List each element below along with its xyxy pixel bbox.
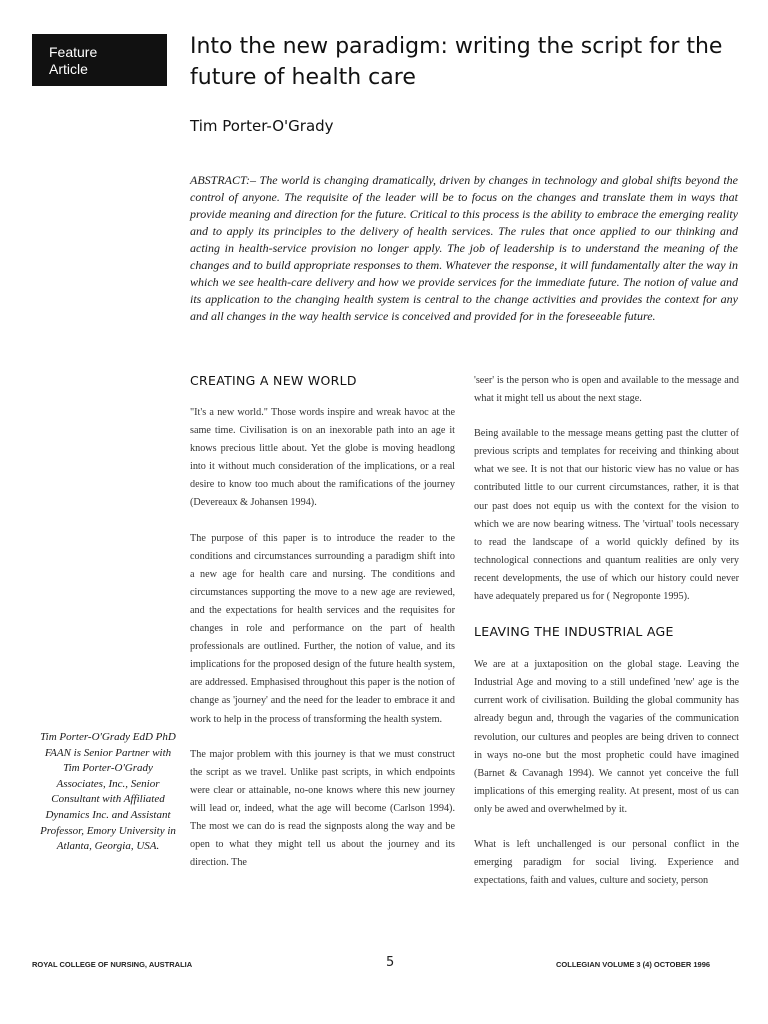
paragraph: 'seer' is the person who is open and available to the message and what it might tell us about the next stage. (474, 375, 739, 405)
paragraph: "It's a new world." Those words inspire and wreak havoc at the same time. Civilisation is on an inexorable path into an age it knows precious little about. Yet the globe is moving headlong into it without much consideration of the implications, or a real desire to know too much about the ramifications of the journey (Devereaux & Johansen 1994). (190, 407, 455, 509)
body-column-right (474, 372, 739, 907)
section-heading-creating-new-world: CREATING A NEW WORLD (190, 373, 357, 388)
author-bio: Tim Porter-O'Grady EdD PhD FAAN is Senior Partner with Tim Porter-O'Grady Associates, Inc., Senior Consultant with Affiliated Dynamics Inc. and Assistant Professor, Emory University in Atlanta, Georgia, USA. (40, 731, 176, 853)
paragraph: Being available to the message means getting past the clutter of previous scripts and templates for receiving and thinking about what we see. It is not that our historic view has no value or has contributed little to our current circumstances, rather, it is that our past does not equip us with the context for the vision to which we are now bearing witness. The 'virtual' tools necessary to read the landscape of a world quickly defined by its technological connections and quantum realities are only very recent developments, the use of which our history could never have adequately prepared us for ( Negroponte 1995). (474, 428, 739, 603)
page-number: 5 (386, 955, 395, 970)
badge-line-1: Feature (49, 44, 98, 60)
article-title: Into the new paradigm: writing the script for the future of health care (190, 34, 723, 90)
paragraph: The purpose of this paper is to introduce the reader to the conditions and circumstances surrounding a paradigm shift into a new age for health care and nursing. The conditions and circumstances supporting the move to a new age are reviewed, and the expectations for health services and the requisites for changes in role and performance on the part of health professionals are outlined. Further, the notion of value, and its implications for the proposed design of the future health system, are addressed. Emphasised throughout this paper is the notion of change as 'journey' and the need for the leader to embrace it and work to help in the process of transforming the health system. (190, 532, 455, 725)
footer-publisher: ROYAL COLLEGE OF NURSING, AUSTRALIA (32, 960, 193, 969)
paragraph: The major problem with this journey is that we must construct the script as we travel. Unlike past scripts, in which endpoints were clear or attainable, no-one knows where this new journey will lead or, indeed, what the age will become (Carlson 1994). The most we can do is read the signposts along the way and be open to what they might tell us about the journey and its direction. The (190, 748, 455, 869)
paragraph: What is left unchallenged is our personal conflict in the emerging paradigm for social living. Experience and expectations, faith and values, culture and society, person (474, 838, 739, 887)
feature-article-badge (32, 34, 167, 86)
abstract: ABSTRACT:– The world is changing dramatically, driven by changes in technology and global shifts beyond the control of anyone. The requisite of the leader will be to focus on the changes and translate them in ways that provide meaning and direction for the future. Critical to this process is the ability to embrace the emerging reality and to apply its principles to the delivery of health services. The rules that once applied to our thinking and acting in health-service provision no longer apply. The job of leadership is to understand the meaning of the changes and to build appropriate responses to them. Whatever the response, it will fundamentally alter the way in which we see health-care delivery and how we provide services for the immediate future. The notion of value and its application to the changing health system is central to the change activities and provides the context for any and all changes in the way health service is conceived and provided for in the foreseeable future. (190, 173, 738, 323)
author-name: Tim Porter-O'Grady (190, 117, 334, 135)
paragraph: We are at a juxtaposition on the global stage. Leaving the Industrial Age and moving to a still undefined 'new' age is the current work of civilisation. Building the global community has already begun and, through the vagaries of the communication revolution, our cultures and peoples are being driven to connect in ways no-one but the most prophetic could have imagined (Barnet & Cavanagh 1994). We cannot yet conceive the full implications of this emerging reality. At present, most of us can only be awed and overwhelmed by it. (474, 659, 739, 815)
badge-line-2: Article (49, 61, 88, 77)
section-heading-leaving-industrial-age: LEAVING THE INDUSTRIAL AGE (474, 624, 674, 640)
body-column-left (190, 372, 455, 889)
footer-journal: COLLEGIAN VOLUME 3 (4) OCTOBER 1996 (556, 960, 711, 969)
